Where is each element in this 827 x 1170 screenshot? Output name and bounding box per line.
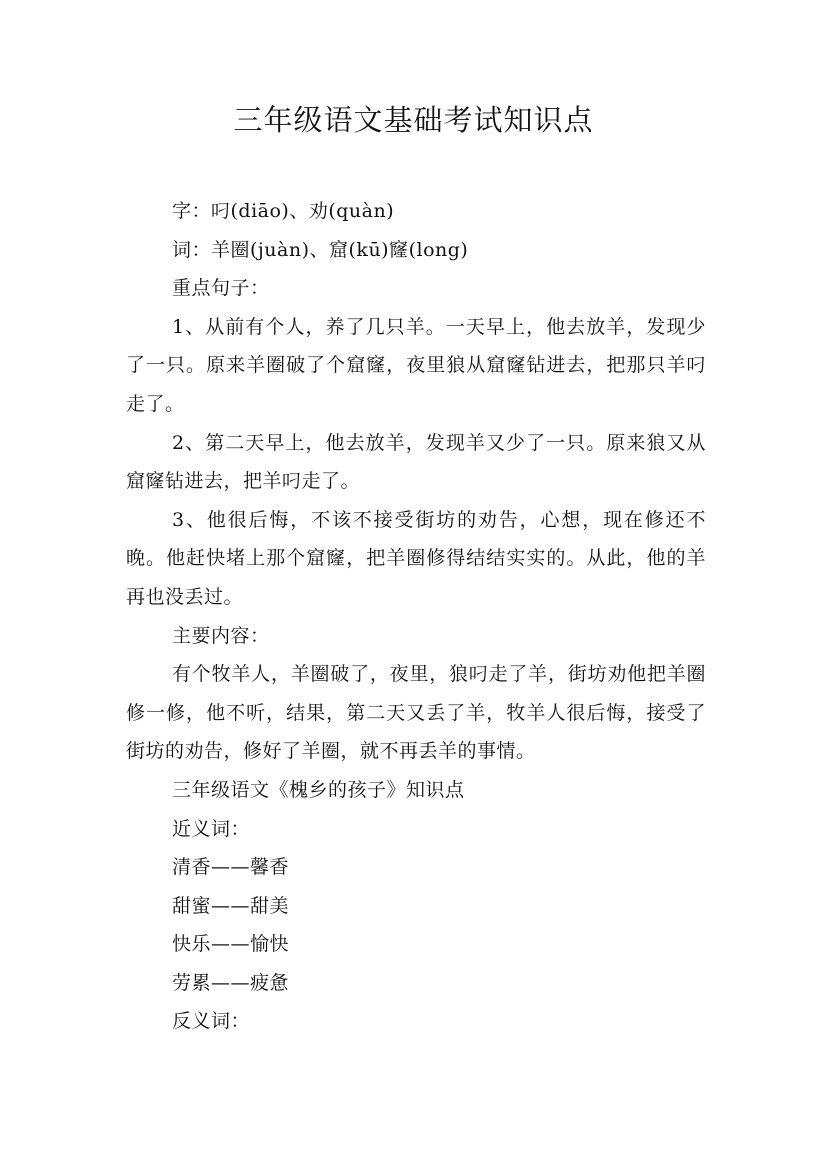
paragraph-key-sentences-heading: 重点句子： xyxy=(172,277,270,300)
paragraph-synonym-3: 快乐——愉快 xyxy=(172,933,290,956)
paragraph-section-title: 三年级语文《槐乡的孩子》知识点 xyxy=(172,778,465,801)
paragraph-word-pinyin: 词：羊圈(juàn)、窟(kū)窿(long) xyxy=(172,238,469,261)
document-body xyxy=(126,192,706,1041)
paragraph-antonyms-heading: 反义词： xyxy=(172,1010,251,1033)
paragraph-main-content: 有个牧羊人，羊圈破了，夜里，狼叼走了羊，街坊劝他把羊圈修一修，他不听，结果，第二天又丢了羊，牧羊人很后悔，接受了街坊的劝告，修好了羊圈，就不再丢羊的事情。 xyxy=(126,663,706,763)
paragraph-synonyms-heading: 近义词： xyxy=(172,817,251,840)
paragraph-sentence-3: 3、他很后悔，不该不接受街坊的劝告，心想，现在修还不晚。他赶快堵上那个窟窿，把羊圈修得结结实实的。从此，他的羊再也没丢过。 xyxy=(126,508,706,608)
paragraph-synonym-4: 劳累——疲惫 xyxy=(172,971,290,994)
paragraph-char-pinyin: 字：叼(diāo)、劝(quàn) xyxy=(172,200,395,222)
paragraph-main-content-heading: 主要内容： xyxy=(172,624,270,647)
paragraph-sentence-2: 2、第二天早上，他去放羊，发现羊又少了一只。原来狼又从窟窿钻进去，把羊叼走了。 xyxy=(126,431,706,493)
paragraph-synonym-1: 清香——馨香 xyxy=(172,856,290,879)
paragraph-synonym-2: 甜蜜——甜美 xyxy=(172,894,290,917)
document-title: 三年级语文基础考试知识点 xyxy=(233,103,594,137)
paragraph-sentence-1: 1、从前有个人，养了几只羊。一天早上，他去放羊，发现少了一只。原来羊圈破了个窟窿，夜里狼从窟窿钻进去，把那只羊叼走了。 xyxy=(126,315,706,415)
